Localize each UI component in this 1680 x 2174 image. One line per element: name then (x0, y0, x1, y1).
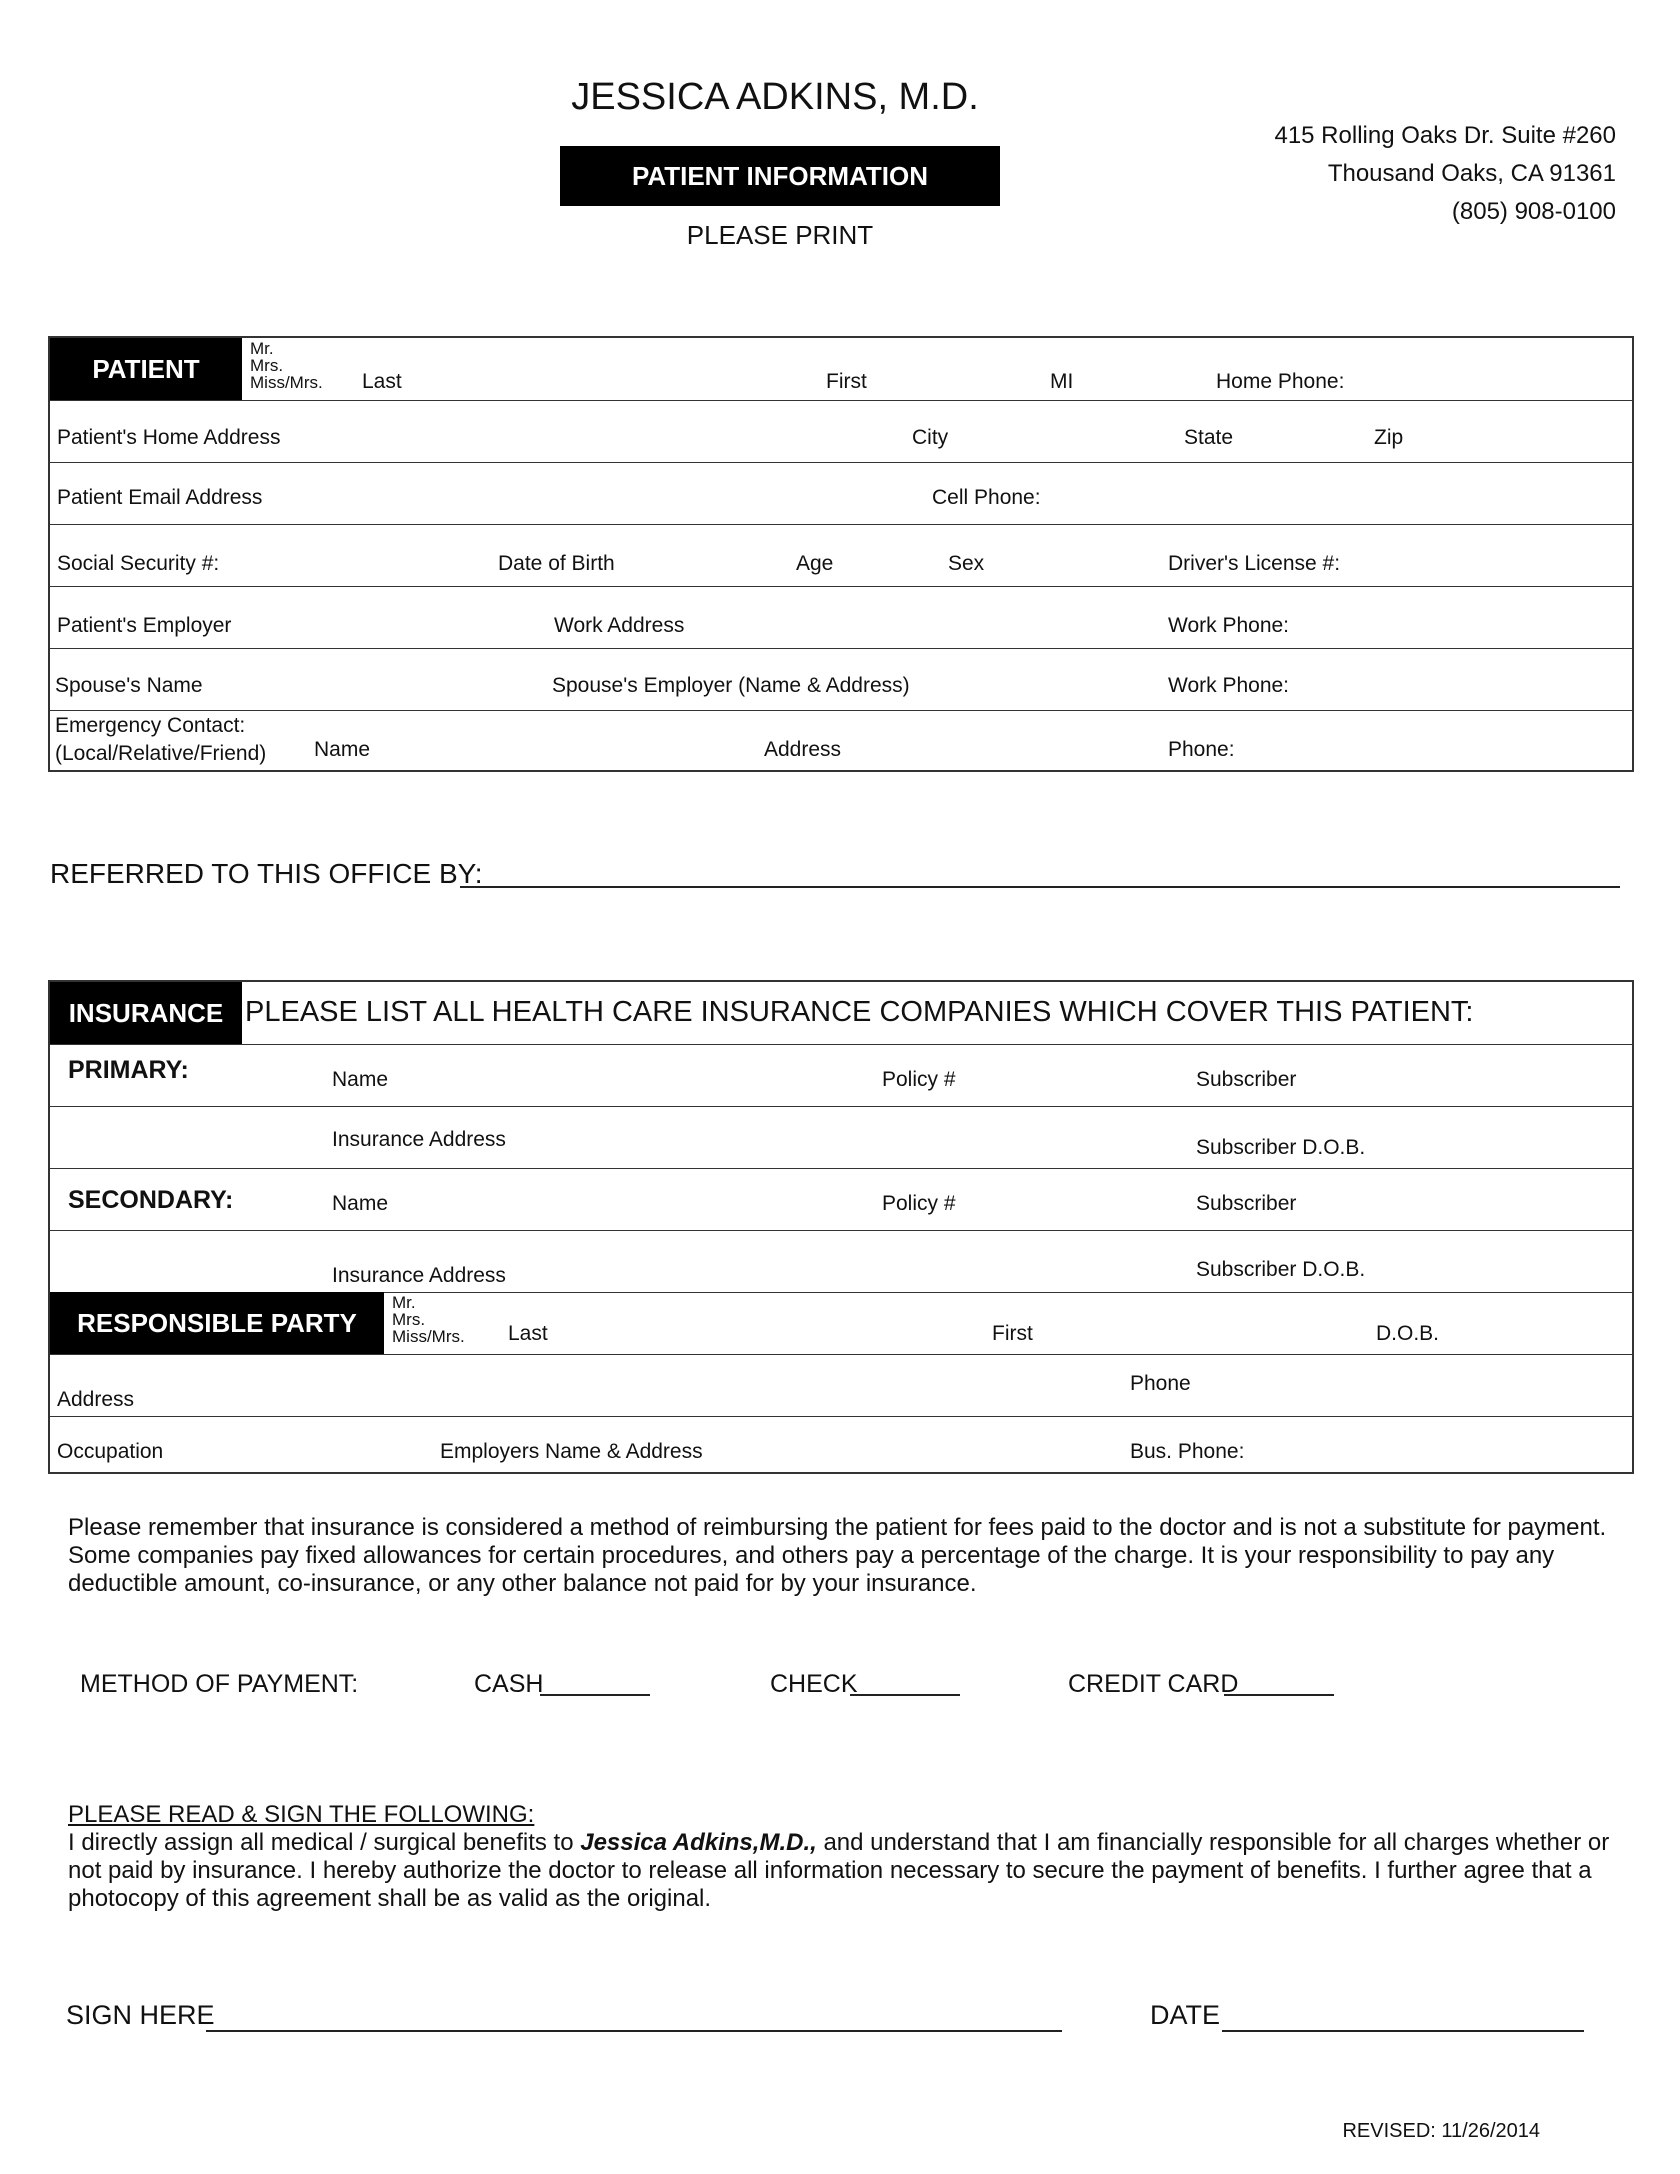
emergency-name-label: Name (314, 738, 371, 761)
agreement-heading: PLEASE READ & SIGN THE FOLLOWING: (68, 1801, 535, 1828)
primary-subscriber-dob-label: Subscriber D.O.B. (1196, 1136, 1366, 1159)
office-phone: (805) 908-0100 (1451, 198, 1616, 225)
last-name-label: Last (362, 370, 402, 393)
work-address-label: Work Address (554, 614, 685, 637)
doctor-name: JESSICA ADKINS, M.D. (571, 76, 979, 118)
employer-row (50, 586, 1632, 649)
secondary-insurance-address-label: Insurance Address (332, 1264, 506, 1287)
cell-phone-label: Cell Phone: (932, 486, 1041, 509)
responsible-occupation-row (50, 1416, 1632, 1476)
resp-dob-label: D.O.B. (1376, 1322, 1440, 1345)
patient-section (48, 336, 1634, 772)
date-line[interactable] (1222, 2030, 1584, 2032)
title-mrs: Mrs. (250, 356, 284, 375)
primary-label: PRIMARY: (68, 1056, 189, 1084)
spouse-work-phone-label: Work Phone: (1168, 674, 1290, 697)
title-miss: Miss/Mrs. (250, 373, 323, 392)
title-options (250, 340, 323, 391)
home-address-label: Patient's Home Address (57, 426, 281, 449)
secondary-subscriber-label: Subscriber (1196, 1192, 1297, 1215)
agreement-text-start: I directly assign all medical / surgical benefits to (68, 1829, 581, 1856)
credit-card-label: CREDIT CARD (1068, 1670, 1239, 1698)
primary-row-1 (50, 1044, 1632, 1107)
resp-title-mrs: Mrs. (392, 1310, 426, 1329)
dob-label: Date of Birth (498, 552, 615, 575)
print-instruction: PLEASE PRINT (686, 220, 874, 250)
spouse-name-label: Spouse's Name (55, 674, 203, 697)
resp-occupation-label: Occupation (57, 1440, 164, 1463)
secondary-label: SECONDARY: (68, 1186, 234, 1214)
secondary-policy-label: Policy # (882, 1192, 956, 1215)
secondary-name-label: Name (332, 1192, 389, 1215)
insurance-section (48, 980, 1634, 1474)
ssn-row (50, 524, 1632, 587)
responsible-name-row (50, 1292, 1632, 1355)
mi-label: MI (1050, 370, 1074, 393)
zip-label: Zip (1374, 426, 1404, 449)
date-label: DATE (1150, 2000, 1221, 2030)
patient-name-row (50, 338, 1632, 401)
office-address-line2: Thousand Oaks, CA 91361 (1327, 160, 1616, 187)
patient-tag (50, 338, 242, 400)
emergency-phone-label: Phone: (1168, 738, 1235, 761)
age-label: Age (796, 552, 834, 575)
emergency-row (50, 710, 1632, 772)
resp-title-mr: Mr. (392, 1293, 416, 1312)
agreement-doctor-name: Jessica Adkins,M.D., (580, 1829, 817, 1856)
primary-row-2 (50, 1106, 1632, 1169)
employer-label: Patient's Employer (57, 614, 232, 637)
resp-last-label: Last (508, 1322, 548, 1345)
agreement-text-end: and understand that I am financially responsible for all charges whether or not paid by insurance. I hereby authorize the doctor to release all information necessary to secure the payment of benefits. I further agree that a photocopy of this agreement shall be as valid as the original. (68, 1829, 1610, 1912)
first-name-label: First (826, 370, 867, 393)
form-title-banner (560, 146, 1000, 206)
primary-subscriber-label: Subscriber (1196, 1068, 1297, 1091)
insurance-tag-label: INSURANCE (68, 997, 224, 1028)
work-phone-label: Work Phone: (1168, 614, 1290, 637)
responsible-title-options (392, 1294, 465, 1345)
primary-insurance-address-label: Insurance Address (332, 1128, 506, 1151)
secondary-subscriber-dob-label: Subscriber D.O.B. (1196, 1258, 1366, 1281)
emergency-contact-label: Emergency Contact: (55, 714, 246, 737)
primary-policy-label: Policy # (882, 1068, 956, 1091)
check-blank[interactable] (850, 1694, 960, 1696)
patient-tag-label: PATIENT (92, 353, 200, 384)
office-address-line1: 415 Rolling Oaks Dr. Suite #260 (1274, 122, 1616, 149)
emergency-relation-label: (Local/Relative/Friend) (55, 742, 267, 765)
resp-employer-label: Employers Name & Address (440, 1440, 703, 1463)
resp-phone-label: Phone (1130, 1372, 1191, 1395)
ssn-label: Social Security #: (57, 552, 220, 575)
sex-label: Sex (948, 552, 985, 575)
secondary-row-1 (50, 1168, 1632, 1231)
agreement-block (68, 1801, 1618, 1913)
resp-first-label: First (992, 1322, 1033, 1345)
referred-label: REFERRED TO THIS OFFICE BY: (50, 858, 483, 889)
home-address-row (50, 400, 1632, 463)
form-title: PATIENT INFORMATION (631, 160, 929, 191)
primary-name-label: Name (332, 1068, 389, 1091)
check-label: CHECK (770, 1670, 858, 1698)
payment-method-label: METHOD OF PAYMENT: (80, 1670, 359, 1698)
emergency-address-label: Address (764, 738, 842, 761)
referred-line[interactable] (460, 886, 1620, 888)
state-label: State (1184, 426, 1234, 449)
resp-bus-phone-label: Bus. Phone: (1130, 1440, 1245, 1463)
responsible-party-tag-label: RESPONSIBLE PARTY (77, 1307, 357, 1338)
credit-card-blank[interactable] (1224, 1694, 1334, 1696)
revised-date: REVISED: 11/26/2014 (1342, 2120, 1540, 2142)
title-mr: Mr. (250, 339, 274, 358)
insurance-notice: Please remember that insurance is considered a method of reimbursing the patient for fees paid to the doctor and is not a substitute for payment. Some companies pay fixed allowances for certain procedures, and others pay a percentage of the charge. It is your responsibility to pay any deductible amount, co-insurance, or any other balance not paid for by your insurance. (68, 1514, 1607, 1597)
cash-label: CASH (474, 1670, 544, 1698)
city-label: City (912, 426, 949, 449)
sign-here-label: SIGN HERE (66, 2000, 215, 2030)
drivers-license-label: Driver's License #: (1168, 552, 1341, 575)
spouse-employer-label: Spouse's Employer (Name & Address) (552, 674, 910, 697)
insurance-head-row (50, 982, 1632, 1045)
insurance-tag (50, 982, 242, 1044)
email-label: Patient Email Address (57, 486, 263, 509)
secondary-row-2 (50, 1230, 1632, 1293)
home-phone-label: Home Phone: (1216, 370, 1345, 393)
email-row (50, 462, 1632, 525)
signature-line[interactable] (206, 2030, 1062, 2032)
resp-address-label: Address (57, 1388, 135, 1411)
resp-title-miss: Miss/Mrs. (392, 1327, 465, 1346)
responsible-address-row (50, 1354, 1632, 1417)
responsible-party-tag (50, 1292, 384, 1354)
insurance-heading: PLEASE LIST ALL HEALTH CARE INSURANCE COMPANIES WHICH COVER THIS PATIENT: (245, 996, 1474, 1028)
spouse-row (50, 648, 1632, 711)
cash-blank[interactable] (540, 1694, 650, 1696)
